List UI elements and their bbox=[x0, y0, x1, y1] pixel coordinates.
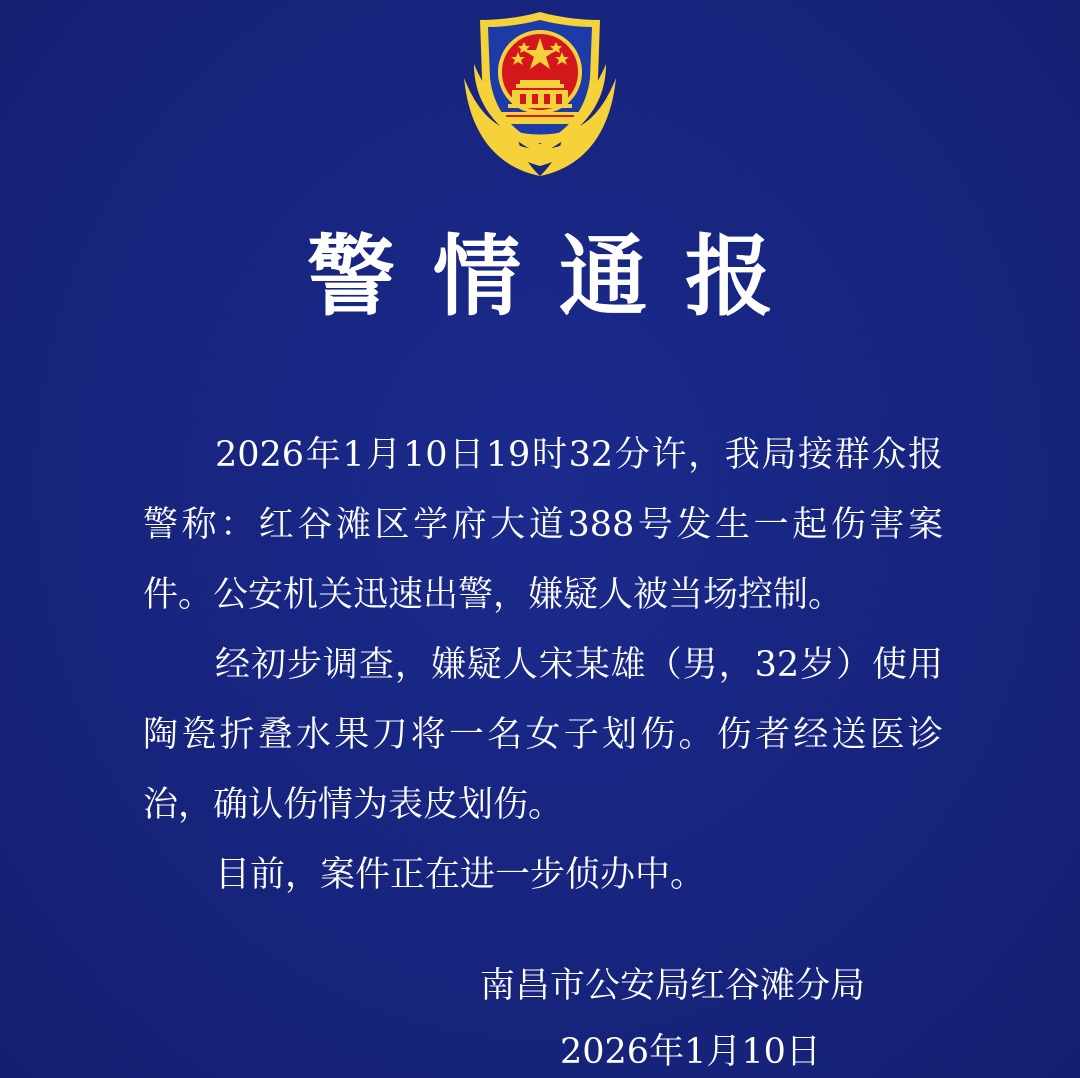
notice-body bbox=[143, 420, 943, 910]
paragraph-status: 目前，案件正在进一步侦办中。 bbox=[215, 855, 706, 895]
paragraph-investigation: 经初步调查，嫌疑人宋某雄（男，32岁）使用陶瓷折叠水果刀将一名女子划伤。伤者经送医诊治，确认伤情为表皮划伤。 bbox=[143, 645, 943, 825]
police-emblem-icon bbox=[460, 8, 620, 180]
paragraph-report: 2026年1月10日19时32分许，我局接群众报警称：红谷滩区学府大道388号发生一起伤害案件。公安机关迅速出警，嫌疑人被当场控制。 bbox=[143, 435, 943, 615]
issue-date: 2026年1月10日 bbox=[560, 1032, 821, 1072]
notice-title: 警情通报 bbox=[306, 225, 811, 328]
issuer-name: 南昌市公安局红谷滩分局 bbox=[480, 966, 866, 1006]
